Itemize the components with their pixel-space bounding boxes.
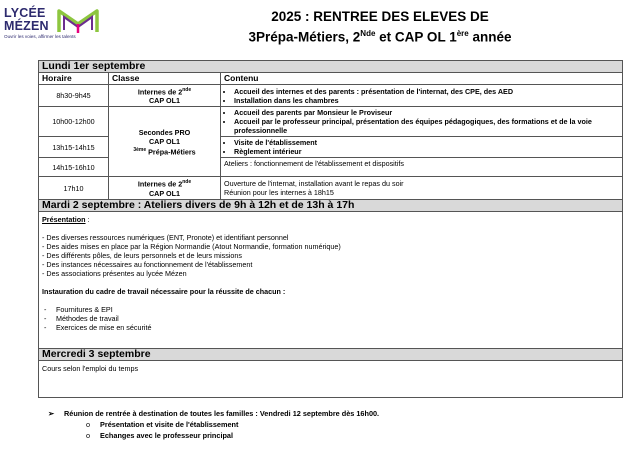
list-item: Présentation et visite de l'établissement — [100, 420, 239, 429]
row-time: 14h15-16h10 — [39, 158, 109, 177]
title-line2: 3Prépa-Métiers, 2Nde et CAP OL 1ère année — [248, 29, 512, 45]
table-row — [39, 177, 623, 199]
title-line1: 2025 : RENTREE DES ELEVES DE — [271, 9, 489, 24]
row-content: Ouverture de l'internat, installation avant le repas du soir Réunion pour les internes à 18h15 — [221, 177, 623, 199]
list-item: - Des aides mises en place par la Région Normandie (Atout Normandie, formation numérique) — [42, 241, 341, 251]
tuesday-body-row — [39, 211, 623, 348]
monday-header: Lundi 1er septembre — [39, 61, 623, 73]
setup-title: Instauration du cadre de travail nécessaire pour la réussite de chacun : — [42, 286, 286, 296]
list-item: - Des différents pôles, de leurs personnels et de leurs missions — [42, 250, 243, 260]
tuesday-body: Présentation : - Des diverses ressources numériques (ENT, Pronote) et identifiant personnel - Des aides mises en place par la Région Normandie (Atout Normandie, formation numérique) - Des différents pôles, de leurs personnels et de leurs missions - Des instances nécessaires au fonctionnement de l'établissement - Des associations présentes au lycée Mézen Instauration du cadre de travail nécessaire pour la réussite de chacun : - Fournitures & EPI - Méthodes de travail - Exercices de mise en sécurité — [39, 211, 623, 348]
list-item: - Fournitures & EPI — [56, 305, 619, 314]
logo-tagline: Ouvrir les voies, affirmer les talents — [4, 34, 76, 39]
wednesday-header: Mercredi 3 septembre — [39, 348, 623, 360]
merged-class-cell: Secondes PRO CAP OL1 $^{3ème}$ Prépa-Métiers — [109, 107, 221, 177]
list-item: - Exercices de mise en sécurité — [56, 323, 619, 332]
table-row — [39, 107, 623, 137]
row-class: Internes de 2nde CAP OL1 — [109, 177, 221, 199]
list-item: • Règlement intérieur — [234, 147, 619, 156]
row-content — [221, 85, 623, 107]
row-class: Internes de 2nde CAP OL1 — [109, 85, 221, 107]
list-item: • Installation dans les chambres — [234, 96, 619, 105]
col-horaire: Horaire — [39, 73, 109, 85]
logo-m-mark-icon — [56, 8, 100, 34]
footer-notes — [48, 408, 379, 441]
wednesday-body-row — [39, 360, 623, 397]
row-time: 8h30-9h45 — [39, 85, 109, 107]
list-item: • Visite de l'établissement — [234, 138, 619, 147]
list-item: - Des instances nécessaires au fonctionnement de l'établissement — [42, 259, 253, 269]
row-time: 13h15-14h15 — [39, 137, 109, 158]
circle-bullet-icon: o — [86, 420, 91, 429]
row-content — [221, 107, 623, 137]
col-contenu: Contenu — [221, 73, 623, 85]
row-time: 17h10 — [39, 177, 109, 199]
arrow-bullet-icon: ➢ — [48, 409, 55, 418]
list-item: - Méthodes de travail — [56, 314, 619, 323]
list-item: • Accueil par le professeur principal, présentation des équipes pédagogiques, des formations et de la voie professionnelle — [234, 117, 619, 135]
monday-header-row — [39, 61, 623, 73]
logo-line1: LYCÉE — [4, 6, 46, 20]
list-item: • Accueil des parents par Monsieur le Proviseur — [234, 108, 619, 117]
schedule-table — [38, 60, 623, 398]
list-item: - Des diverses ressources numériques (ENT, Pronote) et identifiant personnel — [42, 232, 289, 242]
wednesday-header-row — [39, 348, 623, 360]
document-title — [140, 8, 620, 46]
meeting-announcement: Réunion de rentrée à destination de toutes les familles : Vendredi 12 septembre dès 16h00. — [64, 409, 380, 418]
row-content: Ateliers : fonctionnement de l'établissement et dispositifs — [221, 158, 623, 177]
school-logo — [4, 6, 100, 44]
tuesday-header: Mardi 2 septembre : Ateliers divers de 9h à 12h et de 13h à 17h — [39, 199, 623, 211]
list-item: - Des associations présentes au lycée Mézen — [42, 268, 187, 278]
list-item: • Accueil des internes et des parents : présentation de l'internat, des CPE, des AED — [234, 87, 619, 96]
row-content — [221, 137, 623, 158]
presentation-label: Présentation — [42, 214, 86, 224]
circle-bullet-icon: o — [86, 431, 91, 440]
list-item: Echanges avec le professeur principal — [100, 431, 234, 440]
wednesday-body: Cours selon l'emploi du temps — [39, 360, 623, 397]
row-time: 10h00-12h00 — [39, 107, 109, 137]
tuesday-header-row — [39, 199, 623, 211]
logo-line2: MÉZEN — [4, 19, 49, 33]
col-classe: Classe — [109, 73, 221, 85]
column-headers — [39, 73, 623, 85]
table-row — [39, 85, 623, 107]
